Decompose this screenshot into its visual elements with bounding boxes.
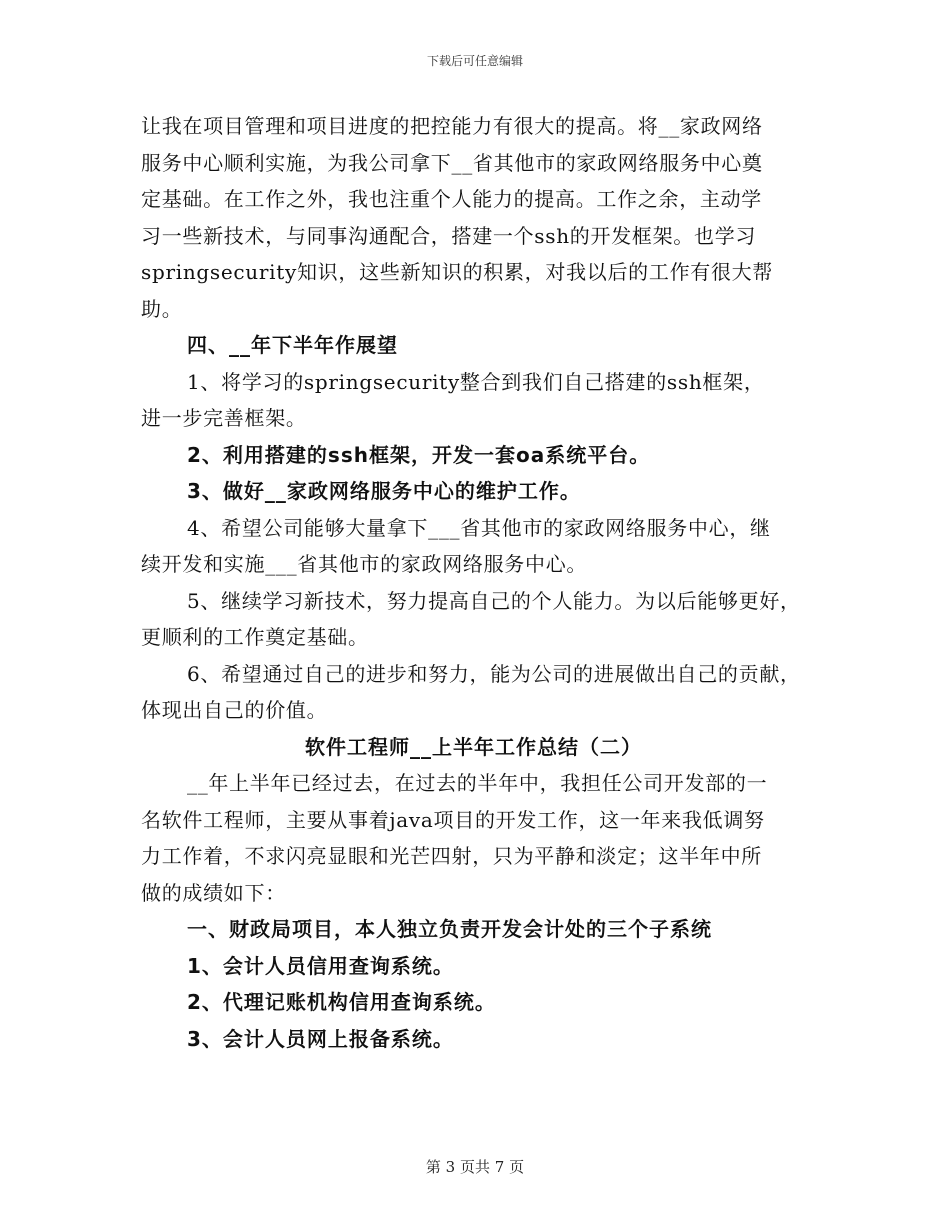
list-item: 1、会计人员信用查询系统。 — [187, 953, 454, 978]
section-heading: 一、财政局项目，本人独立负责开发会计处的三个子系统 — [187, 917, 712, 941]
body-line: springsecurity知识，这些新知识的积累，对我以后的工作有很大帮 — [141, 260, 774, 284]
list-item: 5、继续学习新技术，努力提高自己的个人能力。为以后能够更好， — [187, 588, 801, 613]
body-line: 助。 — [141, 296, 183, 321]
list-item: 4、希望公司能够大量拿下___省其他市的家政网络服务中心，继 — [187, 515, 771, 540]
document-body — [141, 108, 806, 1057]
body-line: 服务中心顺利实施，为我公司拿下__省其他市的家政网络服务中心奠 — [141, 150, 763, 175]
body-line: 更顺利的工作奠定基础。 — [141, 625, 369, 649]
body-line: __年上半年已经过去，在过去的半年中，我担任公司开发部的一 — [187, 771, 768, 795]
list-item: 1、将学习的springsecurity整合到我们自己搭建的ssh框架， — [187, 369, 765, 394]
section-heading: 四、__年下半年作展望 — [187, 333, 398, 357]
body-line: 名软件工程师，主要从事着java项目的开发工作，这一年来我低调努 — [141, 807, 765, 832]
body-line: 力工作着，不求闪亮显眼和光芒四射，只为平静和淡定；这半年中所 — [141, 844, 762, 868]
body-line: 进一步完善框架。 — [141, 406, 307, 430]
page-header: 下载后可任意编辑 — [426, 54, 523, 68]
list-item: 3、做好__家政网络服务中心的维护工作。 — [187, 479, 581, 503]
body-line: 体现出自己的价值。 — [141, 698, 328, 722]
body-line: 习一些新技术，与同事沟通配合，搭建一个ssh的开发框架。也学习 — [141, 223, 757, 248]
list-item: 3、会计人员网上报备系统。 — [187, 1026, 454, 1051]
document-title: 软件工程师__上半年工作总结（二） — [305, 734, 642, 759]
list-item: 6、希望通过自己的进步和努力，能为公司的进展做出自己的贡献， — [187, 661, 801, 686]
list-item: 2、代理记账机构信用查询系统。 — [187, 990, 496, 1014]
body-line: 续开发和实施___省其他市的家政网络服务中心。 — [141, 552, 588, 576]
list-item: 2、利用搭建的ssh框架，开发一套oa系统平台。 — [187, 442, 651, 467]
body-line: 定基础。在工作之外，我也注重个人能力的提高。工作之余，主动学 — [141, 187, 762, 211]
body-line: 做的成绩如下： — [141, 880, 286, 905]
body-line: 让我在项目管理和项目进度的把控能力有很大的提高。将__家政网络 — [141, 114, 763, 138]
page-footer: 第 3 页共 7 页 — [425, 1158, 525, 1176]
